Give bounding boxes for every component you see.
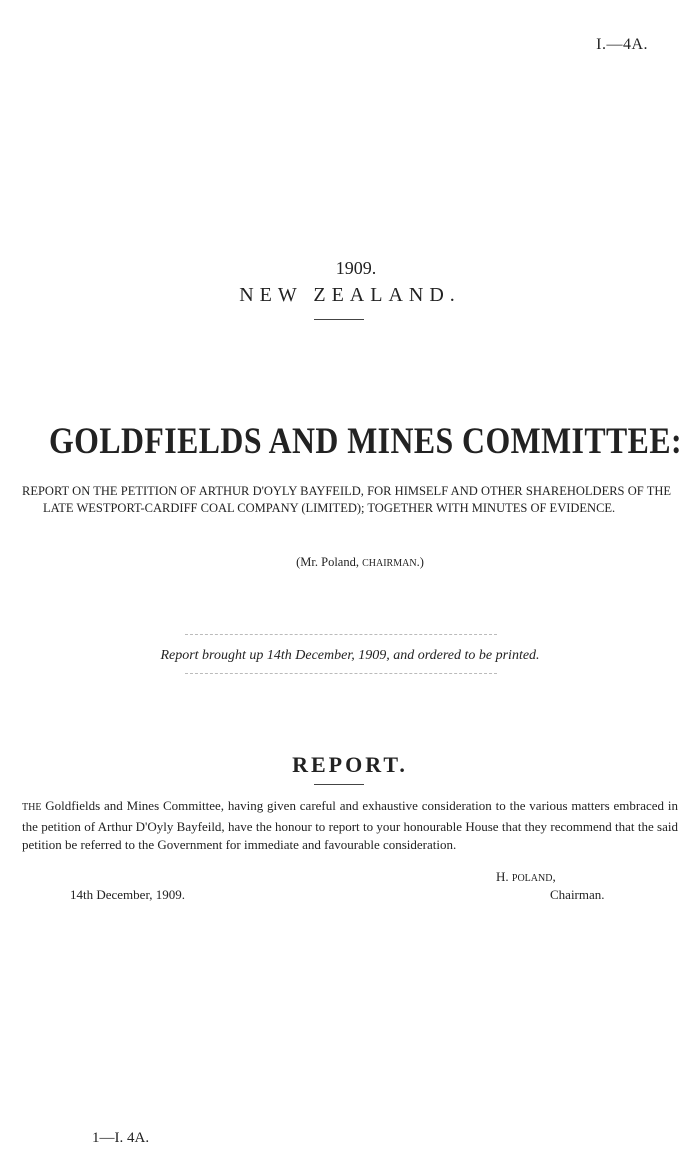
signer-surname: POLAND: [511, 873, 553, 884]
chairman-note-open: (Mr. Poland,: [296, 555, 363, 569]
chairman-note-close: .): [416, 555, 424, 569]
document-year: 1909.: [335, 258, 377, 278]
report-lead-word: THE: [22, 802, 42, 813]
footer-page-reference: 1—I. 4A.: [92, 1130, 150, 1146]
signer-initial: H.: [496, 869, 512, 884]
report-subtitle: REPORT ON THE PETITION OF ARTHUR D'OYLY BAYFEILD, FOR HIMSELF AND OTHER SHAREHOLDERS OF THE LATE WESTPORT-CARDIFF COAL COMPANY (LIMITED); TOGETHER WITH MINUTES OF EVIDENCE.: [22, 484, 671, 515]
report-heading: REPORT.: [292, 752, 408, 777]
signer-title: Chairman.: [550, 887, 605, 902]
signer-punct: ,: [552, 869, 556, 884]
chairman-note: [0, 555, 700, 570]
order-divider-bottom: [185, 673, 497, 674]
order-to-print: Report brought up 14th December, 1909, and ordered to be printed.: [160, 648, 540, 663]
committee-title: GOLDFIELDS AND MINES COMMITTEE:: [49, 421, 683, 462]
chairman-role: CHAIRMAN: [362, 558, 417, 569]
title-divider: [314, 319, 364, 320]
page-reference: I.—4A.: [596, 36, 648, 53]
country-heading: NEW ZEALAND.: [239, 284, 461, 306]
report-body-text: Goldfields and Mines Committee, having given careful and exhaustive consideration to the various matters embraced in the petition of Arthur D'Oyly Bayfeild, have the honour to report to your honourable House that they recommend that the said petition be referred to the Government for immediate and favourable consideration.: [22, 798, 678, 852]
order-divider-top: [185, 634, 497, 635]
report-date: 14th December, 1909.: [70, 887, 186, 902]
report-body: [22, 797, 678, 855]
signer-name: [496, 869, 556, 885]
report-divider: [314, 784, 364, 785]
